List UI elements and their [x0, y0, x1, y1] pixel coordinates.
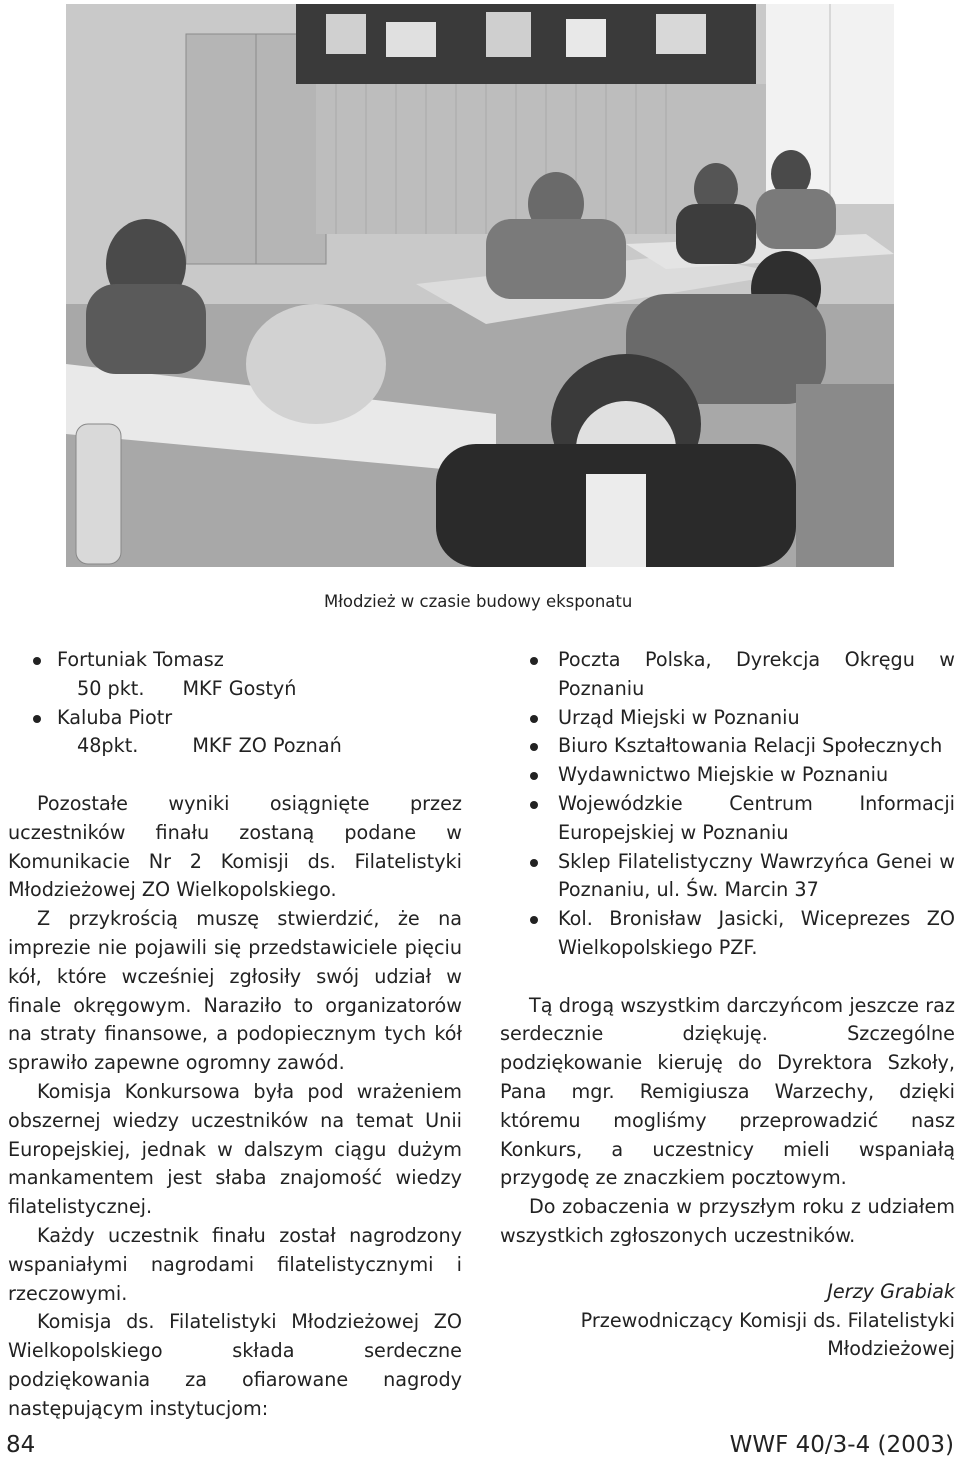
sponsor-name: Wojewódzkie Centrum Informacji Europejskiej w Poznaniu	[558, 791, 955, 844]
left-column	[8, 646, 462, 1424]
right-column	[500, 646, 955, 1364]
bullet-icon	[530, 859, 538, 867]
sponsor-item	[500, 732, 955, 761]
sponsor-name: Biuro Kształtowania Relacji Społecznych	[558, 734, 943, 758]
participant-result	[57, 675, 462, 704]
bullet-icon	[530, 715, 538, 723]
sponsor-name: Urząd Miejski w Poznaniu	[558, 705, 800, 729]
bullet-icon	[33, 715, 41, 723]
sponsor-item	[500, 848, 955, 906]
sponsor-name: Wydawnictwo Miejskie w Poznaniu	[558, 763, 889, 787]
paragraph: Każdy uczestnik finału został nagrodzony wspaniałymi nagrodami filatelistycznymi i rzeczowymi.	[8, 1223, 462, 1305]
classroom-photo	[66, 4, 894, 567]
result-item	[8, 704, 462, 762]
paragraph: Komisja ds. Filatelistyki Młodzieżowej ZO Wielkopolskiego składa serdeczne podziękowania za ofiarowane nagrody następującym instytucjom:	[8, 1310, 462, 1420]
paragraph: Tą drogą wszystkim darczyńcom jeszcze raz serdecznie dziękuję. Szczególne podziękowanie kieruję do Dyrektora Szkoły, Pana mgr. Remigiusza Warzechy, dzięki któremu mogliśmy przeprowadzić nasz Konkurs, a uczestnicy mieli wspaniałą przygodę ze znaczkiem pocztowym.	[500, 993, 955, 1190]
signature-block	[500, 1278, 955, 1364]
result-item	[8, 646, 462, 704]
sponsor-item	[500, 790, 955, 848]
sponsor-item	[500, 905, 955, 963]
paragraph: Pozostałe wyniki osiągnięte przez uczestników finału zostaną podane w Komunikacie Nr 2 Komisji ds. Filatelistyki Młodzieżowej ZO Wielkopolskiego.	[8, 791, 462, 902]
journal-reference: WWF 40/3-4 (2003)	[729, 1432, 954, 1458]
page-number: 84	[6, 1432, 36, 1458]
bullet-icon	[530, 916, 538, 924]
bullet-icon	[530, 657, 538, 665]
signature-name: Jerzy Grabiak	[827, 1279, 955, 1303]
photo-caption: Młodzież w czasie budowy eksponatu	[324, 592, 633, 611]
paragraph: Komisja Konkursowa była pod wrażeniem obszernej wiedzy uczestników na temat Unii Europejskiej, jednak w dalszym ciągu dużym mankamentem jest słaba znajomość wiedzy filatelistycznej.	[8, 1079, 462, 1219]
bullet-icon	[33, 657, 41, 665]
bullet-icon	[530, 772, 538, 780]
participant-score: 48pkt.	[77, 734, 139, 758]
participant-club: MKF ZO Poznań	[192, 734, 342, 758]
sponsor-name: Sklep Filatelistyczny Wawrzyńca Genei w Poznaniu, ul. Św. Marcin 37	[558, 849, 955, 902]
sponsor-item	[500, 761, 955, 790]
participant-score: 50 pkt.	[77, 676, 145, 700]
participant-result	[57, 732, 462, 761]
participant-club: MKF Gostyń	[182, 676, 297, 700]
signature-title: Przewodniczący Komisji ds. Filatelistyki	[580, 1308, 955, 1332]
sponsor-name: Poczta Polska, Dyrekcja Okręgu w Poznaniu	[558, 648, 955, 700]
paragraph: Z przykrością muszę stwierdzić, że na imprezie nie pojawili się przedstawiciele pięciu kół, które wcześniej zgłosiły swój udział w finale okręgowym. Naraziło to organizatorów na straty finansowe, a podopiecznym tych kół sprawiło zapewne ogromny zawód.	[8, 907, 462, 1075]
sponsor-item	[500, 704, 955, 733]
paragraph: Do zobaczenia w przyszłym roku z udziałem wszystkich zgłoszonych uczestników.	[500, 1195, 955, 1247]
bullet-icon	[530, 743, 538, 751]
signature-title-cont: Młodzieżowej	[827, 1337, 955, 1361]
participant-name: Fortuniak Tomasz	[57, 648, 224, 671]
bullet-icon	[530, 801, 538, 809]
participant-name: Kaluba Piotr	[57, 705, 173, 729]
sponsor-item	[500, 646, 955, 704]
sponsor-name: Kol. Bronisław Jasicki, Wiceprezes ZO Wielkopolskiego PZF.	[558, 907, 955, 959]
photo-icon	[66, 4, 894, 567]
